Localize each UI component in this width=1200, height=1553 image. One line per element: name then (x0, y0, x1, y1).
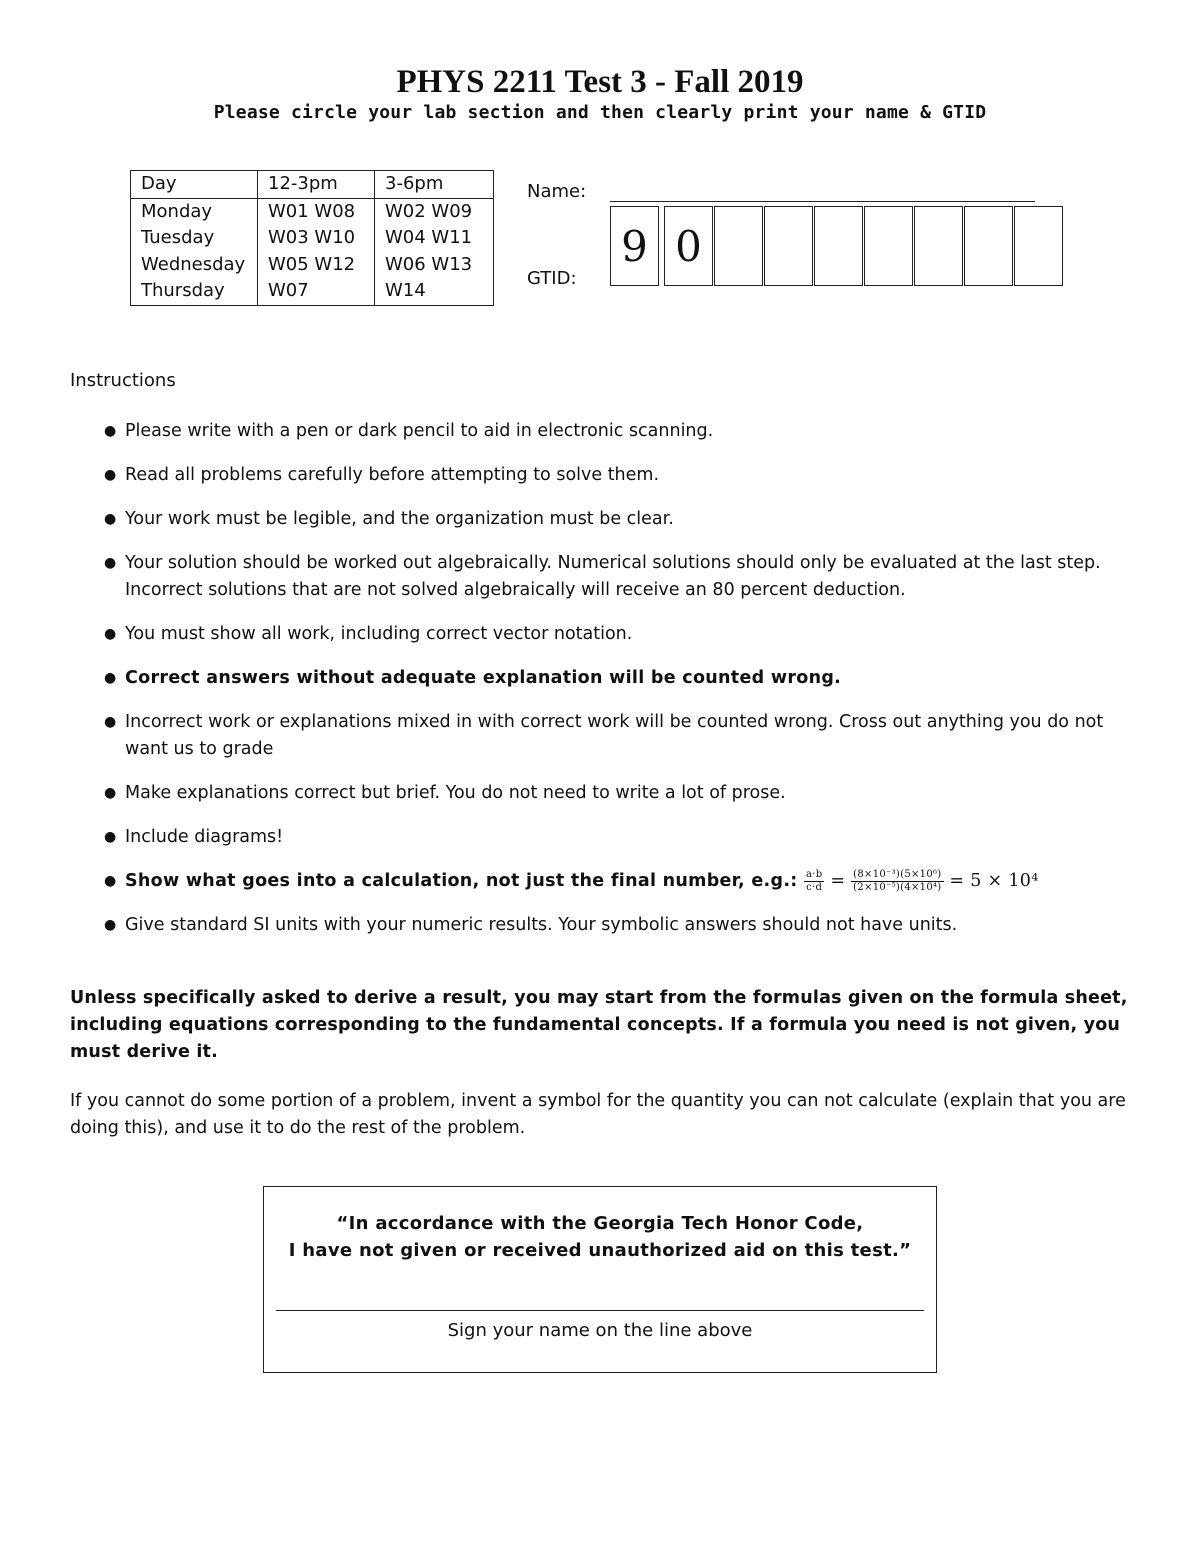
bullet-icon: ● (104, 873, 117, 889)
instruction-item (100, 912, 1130, 939)
lhs-numerator: a·b (805, 869, 823, 880)
instruction-text: Read all problems carefully before attempting to solve them. (125, 465, 660, 485)
gtid-digit-box[interactable] (764, 206, 813, 286)
mid-fraction (851, 869, 943, 894)
lab-table-section-cell[interactable]: W05 W12 (258, 252, 375, 279)
instruction-text: Make explanations correct but brief. You do not need to write a lot of prose. (125, 783, 786, 803)
lab-table-row (131, 198, 494, 225)
instruction-item (100, 550, 1130, 604)
lab-section-table (130, 170, 494, 306)
instruction-item (100, 462, 1130, 489)
name-write-line[interactable] (610, 201, 1035, 202)
bullet-icon: ● (104, 829, 117, 845)
page-subtitle: Please circle your lab section and then clearly print your name & GTID (213, 102, 987, 123)
instruction-text: Correct answers without adequate explanation will be counted wrong. (125, 668, 842, 688)
lab-table-day-cell: Monday (131, 198, 258, 225)
honor-code-box (263, 1186, 937, 1373)
instruction-item (100, 506, 1130, 533)
lab-table-section-cell[interactable]: W06 W13 (375, 252, 494, 279)
mid-numerator: (8×10⁻³)(5×10⁶) (853, 869, 942, 880)
instruction-item (100, 621, 1130, 648)
bullet-icon: ● (104, 785, 117, 801)
instruction-item (100, 824, 1130, 851)
instruction-item (100, 418, 1130, 445)
instruction-text: You must show all work, including correct vector notation. (125, 624, 633, 644)
bullet-icon: ● (104, 917, 117, 933)
gtid-digit-box[interactable] (964, 206, 1013, 286)
lab-table-header-cell: 3-6pm (375, 171, 494, 199)
lab-table-section-cell[interactable]: W07 (258, 278, 375, 305)
gtid-digit-box[interactable]: 0 (664, 206, 713, 286)
lab-table-day-cell: Thursday (131, 278, 258, 305)
instruction-text: Give standard SI units with your numeric results. Your symbolic answers should not have units. (125, 915, 958, 935)
lab-table-header-cell: Day (131, 171, 258, 199)
bullet-icon: ● (104, 555, 117, 571)
lab-table-section-cell[interactable]: W02 W09 (375, 198, 494, 225)
bullet-icon: ● (104, 511, 117, 527)
signature-line[interactable] (276, 1310, 924, 1311)
instruction-text: Your solution should be worked out algebraically. Numerical solutions should only be evaluated at the last step. Incorrect solutions that are not solved algebraically will receive an 80 percent deduction. (125, 553, 1101, 600)
instruction-text: Include diagrams! (125, 827, 284, 847)
lab-table-section-cell[interactable]: W04 W11 (375, 225, 494, 252)
gtid-digit-box[interactable] (914, 206, 963, 286)
instruction-text: Incorrect work or explanations mixed in with correct work will be counted wrong. Cross out anything you do not want us to grade (125, 712, 1104, 759)
name-label: Name: (527, 181, 587, 202)
gtid-digit-box[interactable] (714, 206, 763, 286)
gtid-label: GTID: (527, 268, 577, 289)
lab-table-header-cell: 12-3pm (258, 171, 375, 199)
instruction-text: Your work must be legible, and the organization must be clear. (125, 509, 674, 529)
lab-table-row (131, 252, 494, 279)
lab-table-day-cell: Tuesday (131, 225, 258, 252)
lab-table-day-cell: Wednesday (131, 252, 258, 279)
instruction-item (100, 709, 1130, 763)
bullet-icon: ● (104, 626, 117, 642)
instruction-item (100, 868, 1130, 895)
instruction-item (100, 665, 1130, 692)
gtid-box-group (610, 206, 1064, 286)
lab-table-row (131, 225, 494, 252)
bullet-icon: ● (104, 423, 117, 439)
gtid-digit-box[interactable] (1014, 206, 1063, 286)
instruction-text: Please write with a pen or dark pencil to aid in electronic scanning. (125, 421, 714, 441)
equation-result: = 5 × 10⁴ (949, 871, 1039, 891)
instructions-list (100, 418, 1130, 956)
bullet-icon: ● (104, 467, 117, 483)
mid-denominator: (2×10⁻⁵)(4×10⁴) (853, 882, 942, 893)
honor-code-line-2: I have not given or received unauthorized aid on this test.” (288, 1240, 912, 1261)
lab-table-header-row (131, 171, 494, 199)
invent-symbol-paragraph: If you cannot do some portion of a problem, invent a symbol for the quantity you can not calculate (explain that you are doing this), and use it to do the rest of the problem. (70, 1091, 1126, 1138)
instructions-heading: Instructions (70, 370, 176, 391)
bullet-icon: ● (104, 670, 117, 686)
gtid-digit-box[interactable]: 9 (610, 206, 659, 286)
derivation-policy-paragraph: Unless specifically asked to derive a result, you may start from the formulas given on the formula sheet, including equations corresponding to the fundamental concepts. If a formula you need is not given, you must derive it. (70, 988, 1128, 1062)
instruction-item (100, 780, 1130, 807)
lab-table-section-cell[interactable]: W14 (375, 278, 494, 305)
lab-table-section-cell[interactable]: W01 W08 (258, 198, 375, 225)
lhs-denominator: c·d (806, 882, 823, 893)
honor-code-line-1: “In accordance with the Georgia Tech Honor Code, (336, 1213, 864, 1234)
lhs-fraction (804, 869, 824, 894)
lab-table-section-cell[interactable]: W03 W10 (258, 225, 375, 252)
gtid-digit-box[interactable] (864, 206, 913, 286)
example-equation (804, 871, 1039, 891)
page-title: PHYS 2211 Test 3 - Fall 2019 (396, 64, 804, 100)
signature-caption: Sign your name on the line above (447, 1320, 753, 1341)
equals-sign: = (830, 871, 846, 891)
bullet-icon: ● (104, 714, 117, 730)
lab-table-row (131, 278, 494, 305)
gtid-digit-box[interactable] (814, 206, 863, 286)
instruction-text: Show what goes into a calculation, not just the final number, e.g.: (125, 871, 798, 891)
